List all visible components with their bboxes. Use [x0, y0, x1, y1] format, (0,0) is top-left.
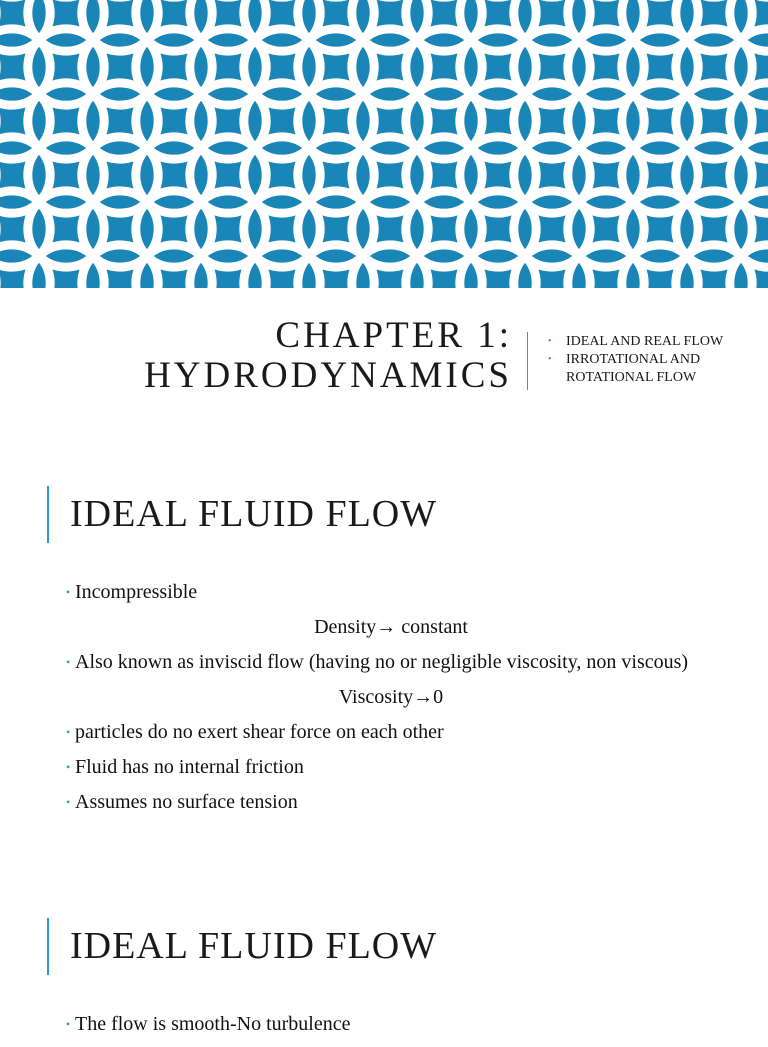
bullet-icon: • [548, 336, 552, 347]
agenda-item-text: IRROTATIONAL AND ROTATIONAL FLOW [566, 352, 701, 385]
bullet-icon: • [66, 1017, 71, 1031]
agenda-item [548, 351, 763, 387]
bullet-text: Also known as inviscid flow (having no or negligible viscosity, non viscous) [75, 651, 689, 673]
centered-note: Viscosity→0 [338, 686, 444, 708]
chapter-title [0, 316, 512, 396]
heading-accent-bar [47, 918, 49, 975]
bullet-item [66, 650, 716, 674]
slide-body [66, 580, 716, 825]
slide-heading: IDEAL FLUID FLOW [70, 925, 438, 967]
agenda-item-text: IDEAL AND REAL FLOW [566, 334, 724, 349]
bullet-item [66, 1012, 716, 1036]
bullet-text: Fluid has no internal friction [75, 756, 304, 778]
slide-body [66, 1012, 716, 1047]
agenda-list [548, 333, 763, 387]
chapter-title-line-1: CHAPTER 1: [275, 315, 512, 356]
slide-heading: IDEAL FLUID FLOW [70, 493, 438, 535]
bullet-icon: • [66, 585, 71, 599]
bullet-icon: • [66, 655, 71, 669]
bullet-icon: • [548, 354, 552, 365]
centered-note: Density→ constant [314, 616, 468, 638]
title-divider [527, 332, 528, 390]
bullet-icon: • [66, 760, 71, 774]
agenda-item [548, 333, 763, 351]
bullet-item [66, 790, 716, 814]
bullet-text: Assumes no surface tension [75, 791, 298, 813]
bullet-text: particles do no exert shear force on each other [75, 721, 444, 743]
circle-lattice-pattern [0, 0, 768, 288]
bullet-item [66, 755, 716, 779]
bullet-text: Incompressible [75, 581, 198, 603]
heading-accent-bar [47, 486, 49, 543]
decorative-banner [0, 0, 768, 288]
chapter-title-line-2: HYDRODYNAMICS [144, 355, 512, 396]
bullet-icon: • [66, 795, 71, 809]
bullet-text: The flow is smooth-No turbulence [75, 1013, 351, 1035]
bullet-item [66, 720, 716, 744]
bullet-icon: • [66, 725, 71, 739]
bullet-item [66, 580, 716, 604]
